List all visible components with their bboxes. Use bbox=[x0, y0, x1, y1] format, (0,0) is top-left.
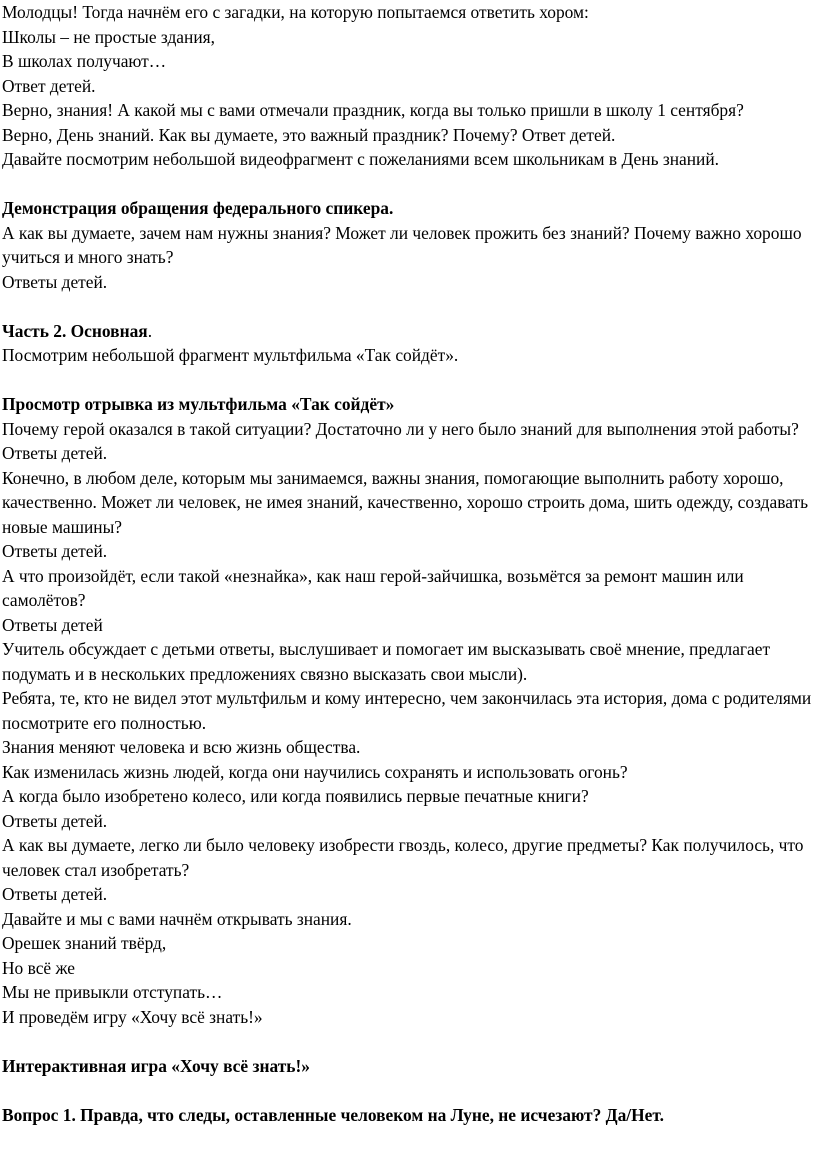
paragraph: Ответы детей. bbox=[2, 271, 108, 292]
paragraph: Молодцы! Тогда начнём его с загадки, на которую попытаемся ответить хором: bbox=[2, 2, 589, 22]
spacer bbox=[2, 294, 812, 319]
paragraph: Давайте и мы с вами начнём открывать знания. bbox=[2, 908, 352, 929]
question-heading: Вопрос 1. Правда, что следы, оставленные человеком на Луне, не исчезают? Да/Нет. bbox=[2, 1104, 664, 1125]
paragraph: Как изменилась жизнь людей, когда они научились сохранять и использовать огонь? bbox=[2, 761, 628, 782]
section-heading-bold: Часть 2. Основная bbox=[2, 320, 148, 341]
section-heading: Интерактивная игра «Хочу всё знать!» bbox=[2, 1055, 310, 1076]
paragraph: А как вы думаете, зачем нам нужны знания? Может ли человек прожить без знаний? Почему важно хорошо учиться и много знать? bbox=[2, 222, 802, 267]
paragraph: Ответ детей. bbox=[2, 75, 96, 96]
paragraph: А что произойдёт, если такой «незнайка», как наш герой-зайчишка, возьмётся за ремонт машин или самолётов? bbox=[2, 565, 744, 610]
paragraph: Учитель обсуждает с детьми ответы, выслушивает и помогает им высказывать своё мнение, предлагает подумать и в нескольких предложениях связно высказать свои мысли). bbox=[2, 639, 771, 684]
paragraph: Ответы детей. bbox=[2, 443, 108, 463]
paragraph: Конечно, в любом деле, которым мы занимаемся, важны знания, помогающие выполнить работу хорошо, качественно. Может ли человек, не имея знаний, качественно, хорошо строить дома, шить одежду, создавать новые машины? bbox=[2, 467, 809, 537]
paragraph: А когда было изобретено колесо, или когда появились первые печатные книги? bbox=[2, 786, 589, 806]
paragraph: Верно, знания! А какой мы с вами отмечали праздник, когда вы только пришли в школу 1 сентября? bbox=[2, 100, 744, 120]
section-heading-dot: . bbox=[147, 320, 153, 341]
poem-line: Но всё же bbox=[2, 957, 76, 978]
riddle-line: Школы – не простые здания, bbox=[2, 26, 215, 47]
paragraph: Ответы детей. bbox=[2, 884, 108, 904]
poem-line: Орешек знаний твёрд, bbox=[2, 933, 167, 953]
spacer bbox=[2, 1029, 812, 1054]
section-heading bbox=[2, 319, 812, 344]
paragraph: Ответы детей bbox=[2, 614, 103, 635]
paragraph: Верно, День знаний. Как вы думаете, это важный праздник? Почему? Ответ детей. bbox=[2, 124, 616, 145]
paragraph: Давайте посмотрим небольшой видеофрагмент с пожеланиями всем школьникам в День знаний. bbox=[2, 149, 720, 169]
paragraph: Ответы детей. bbox=[2, 810, 108, 831]
paragraph: Почему герой оказался в такой ситуации? Достаточно ли у него было знаний для выполнения этой работы? bbox=[2, 418, 799, 439]
poem-line: Мы не привыкли отступать… bbox=[2, 982, 223, 1002]
paragraph: Ребята, те, кто не видел этот мультфильм и кому интересно, чем закончилась эта история, дома с родителями посмотрите его полностью. bbox=[2, 688, 812, 733]
paragraph: А как вы думаете, легко ли было человеку изобрести гвоздь, колесо, другие предметы? Как получилось, что человек стал изобретать? bbox=[2, 835, 804, 880]
paragraph: Ответы детей. bbox=[2, 541, 108, 561]
paragraph: Знания меняют человека и всю жизнь общества. bbox=[2, 737, 361, 757]
paragraph: Посмотрим небольшой фрагмент мультфильма «Так сойдёт». bbox=[2, 345, 459, 365]
riddle-line: В школах получают… bbox=[2, 51, 167, 71]
spacer bbox=[2, 1078, 812, 1103]
paragraph: И проведём игру «Хочу всё знать!» bbox=[2, 1006, 263, 1027]
spacer bbox=[2, 368, 812, 393]
spacer bbox=[2, 172, 812, 197]
section-heading: Демонстрация обращения федерального спикера. bbox=[2, 198, 394, 218]
section-heading: Просмотр отрывка из мультфильма «Так сойдёт» bbox=[2, 394, 395, 414]
